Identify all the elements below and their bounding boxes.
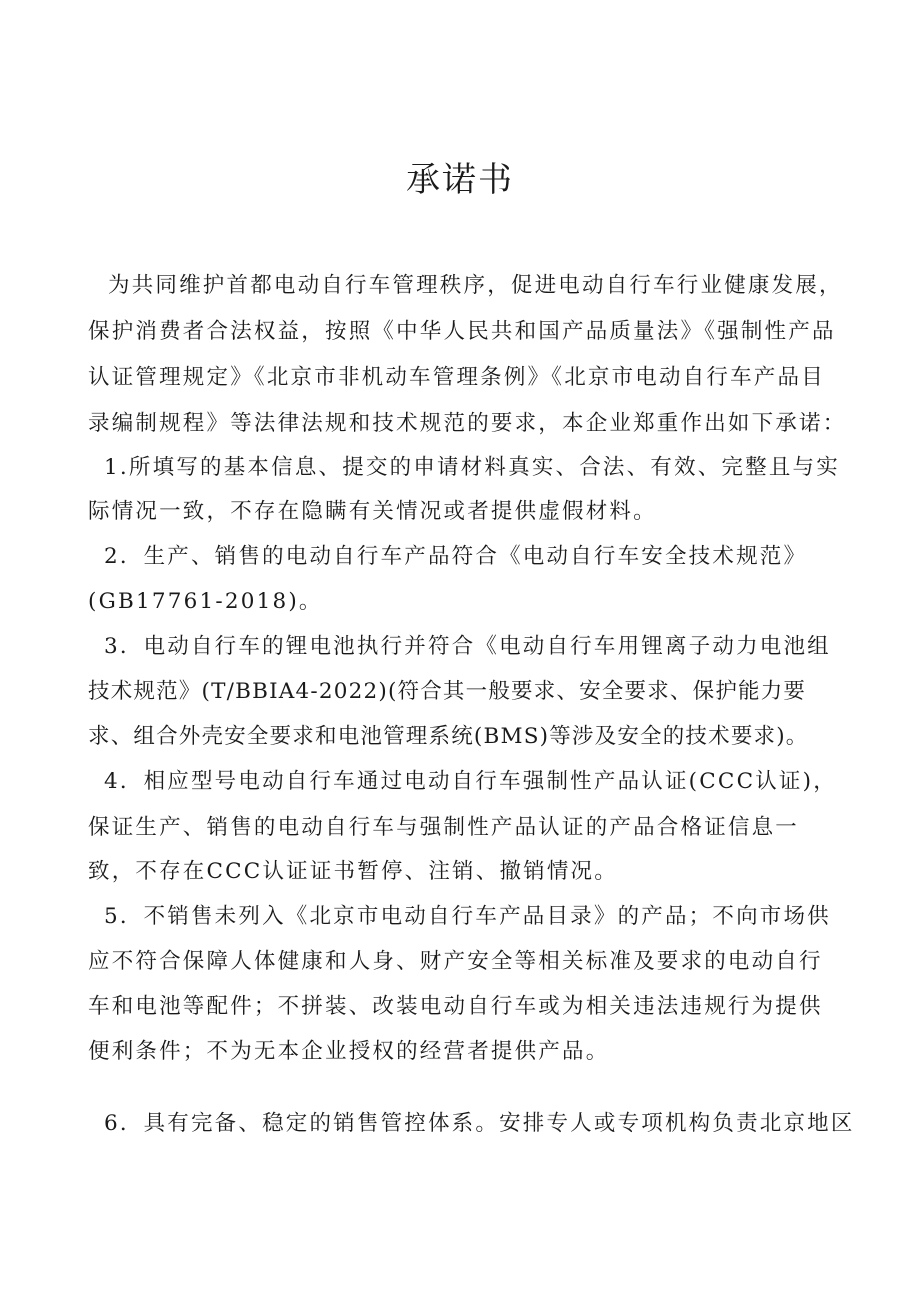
paragraph-line: 际情况一致，不存在隐瞒有关情况或者提供虚假材料。 (88, 499, 657, 524)
paragraph-line: 录编制规程》等法律法规和技术规范的要求，本企业郑重作出如下承诺： (88, 411, 847, 436)
paragraph-line: 为共同维护首都电动自行车管理秩序，促进电动自行车行业健康发展， (108, 273, 843, 298)
paragraph-line: 5．不销售未列入《北京市电动自行车产品目录》的产品；不向市场供 (104, 904, 831, 929)
paragraph-line: 求、组合外壳安全要求和电池管理系统(BMS)等涉及安全的技术要求)。 (88, 724, 809, 749)
paragraph-line: 车和电池等配件；不拼装、改装电动自行车或为相关违法违规行为提供 (88, 994, 823, 1019)
paragraph-line: 保护消费者合法权益，按照《中华人民共和国产品质量法》《强制性产品 (88, 319, 836, 344)
paragraph-line: 致，不存在CCC认证证书暂停、注销、撤销情况。 (88, 859, 618, 884)
paragraph-line: (GB17761-2018)。 (88, 589, 323, 614)
document-title: 承诺书 (406, 160, 514, 200)
paragraph-line: 1.所填写的基本信息、提交的申请材料真实、合法、有效、完整且与实 (104, 455, 840, 480)
paragraph-line: 便利条件；不为无本企业授权的经营者提供产品。 (88, 1039, 610, 1064)
paragraph-line: 保证生产、销售的电动自行车与强制性产品认证的产品合格证信息一 (88, 815, 800, 840)
paragraph-line: 6．具有完备、稳定的销售管控体系。安排专人或专项机构负责北京地区 (104, 1111, 855, 1136)
paragraph-line: 4．相应型号电动自行车通过电动自行车强制性产品认证(CCC认证)， (104, 769, 837, 794)
paragraph-line: 应不符合保障人体健康和人身、财产安全等相关标准及要求的电动自行 (88, 949, 823, 974)
paragraph-line: 2．生产、销售的电动自行车产品符合《电动自行车安全技术规范》 (104, 544, 808, 569)
paragraph-line: 技术规范》(T/BBIA4-2022)(符合其一般要求、安全要求、保护能力要 (88, 679, 807, 704)
paragraph-line: 3．电动自行车的锂电池执行并符合《电动自行车用锂离子动力电池组 (104, 634, 831, 659)
paragraph-line: 认证管理规定》《北京市非机动车管理条例》《北京市电动自行车产品目 (88, 365, 825, 390)
